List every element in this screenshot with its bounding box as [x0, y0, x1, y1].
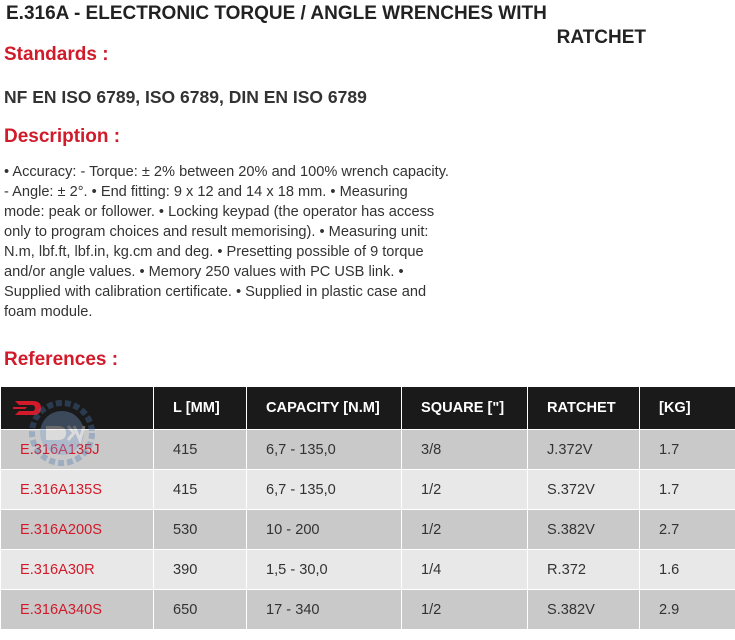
square-cell: 1/2 [402, 510, 528, 550]
standards-text: NF EN ISO 6789, ISO 6789, DIN EN ISO 6789 [4, 87, 367, 107]
length-cell: 650 [154, 590, 247, 630]
weight-cell: 1.6 [640, 550, 735, 590]
weight-cell: 1.7 [640, 470, 735, 510]
weight-cell: 1.7 [640, 430, 735, 470]
table-row [1, 430, 735, 470]
capacity-cell: 6,7 - 135,0 [247, 470, 402, 510]
ratchet-cell: J.372V [528, 430, 640, 470]
brand-logo-icon [13, 399, 43, 417]
references-table [0, 386, 735, 630]
square-cell: 1/2 [402, 470, 528, 510]
table-row [1, 510, 735, 550]
length-cell: 415 [154, 470, 247, 510]
capacity-cell: 10 - 200 [247, 510, 402, 550]
description-text: • Accuracy: - Torque: ± 2% between 20% and 100% wrench capacity. - Angle: ± 2°. • End fitting: 9 x 12 and 14 x 18 mm. • Measuring mode: peak or follower. • Locking keypad (the operator has access only to program choices and result memorising). • Measuring unit: N.m, lbf.ft, lbf.in, kg.cm and deg. • Presetting possible of 9 torque and/or angle values. • Memory 250 values with PC USB link. • Supplied with calibration certificate. • Supplied in plastic case and foam module. [4, 164, 449, 320]
title-line-2: RATCHET [556, 27, 646, 48]
capacity-cell: 6,7 - 135,0 [247, 430, 402, 470]
weight-cell: 2.7 [640, 510, 735, 550]
standards-heading: Standards : [4, 44, 109, 65]
references-heading: References : [4, 349, 119, 370]
ratchet-cell: S.382V [528, 590, 640, 630]
length-cell: 390 [154, 550, 247, 590]
reference-cell[interactable]: E.316A135S [1, 470, 154, 510]
length-cell: 530 [154, 510, 247, 550]
column-header-square: SQUARE ["] [402, 387, 528, 430]
weight-cell: 2.9 [640, 590, 735, 630]
column-header-weight: [KG] [640, 387, 735, 430]
square-cell: 3/8 [402, 430, 528, 470]
table-row [1, 470, 735, 510]
column-header-length: L [MM] [154, 387, 247, 430]
ratchet-cell: R.372 [528, 550, 640, 590]
header-logo-cell [1, 387, 154, 430]
reference-cell[interactable]: E.316A200S [1, 510, 154, 550]
ratchet-cell: S.382V [528, 510, 640, 550]
table-header-row [1, 387, 735, 430]
table-row [1, 590, 735, 630]
reference-cell[interactable]: E.316A30R [1, 550, 154, 590]
description-heading: Description : [4, 126, 121, 147]
reference-cell[interactable]: E.316A135J [1, 430, 154, 470]
capacity-cell: 17 - 340 [247, 590, 402, 630]
reference-cell[interactable]: E.316A340S [1, 590, 154, 630]
title-line-1: E.316A - ELECTRONIC TORQUE / ANGLE WRENCHES WITH [6, 3, 547, 24]
table-row [1, 550, 735, 590]
column-header-capacity: CAPACITY [N.M] [247, 387, 402, 430]
square-cell: 1/2 [402, 590, 528, 630]
capacity-cell: 1,5 - 30,0 [247, 550, 402, 590]
ratchet-cell: S.372V [528, 470, 640, 510]
square-cell: 1/4 [402, 550, 528, 590]
length-cell: 415 [154, 430, 247, 470]
column-header-ratchet: RATCHET [528, 387, 640, 430]
